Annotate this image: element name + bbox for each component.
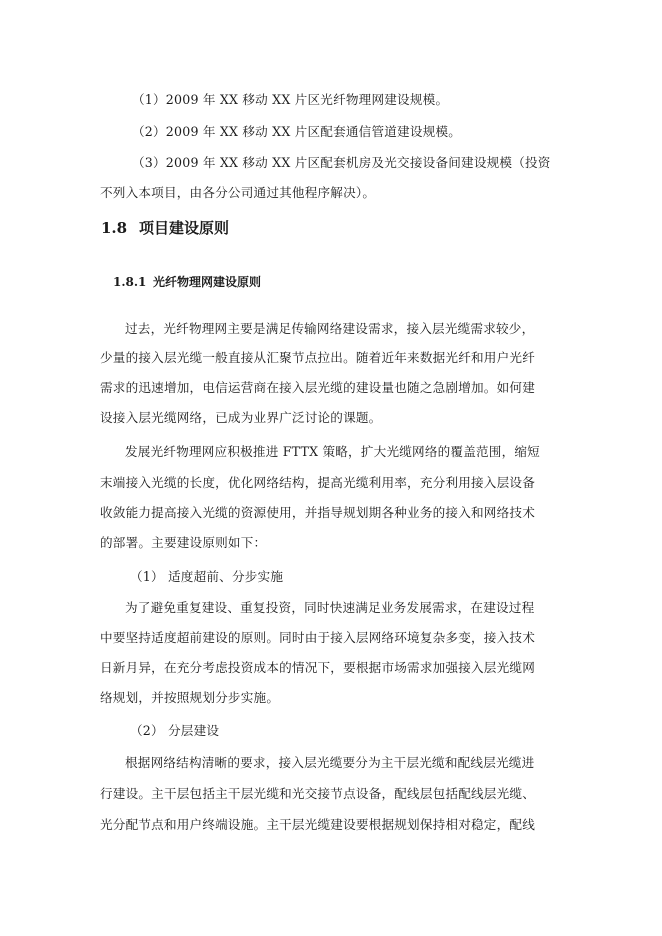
list-item-scale-fiber: （1）2009 年 XX 移动 XX 片区光纤物理网建设规模。 <box>132 92 449 107</box>
paragraph-line: 设接入层光缆网络，已成为业界广泛讨论的课题。 <box>100 410 382 425</box>
list-item-scale-duct: （2）2009 年 XX 移动 XX 片区配套通信管道建设规模。 <box>132 124 462 139</box>
paragraph-line: 行建设。主干层包括主干层光缆和光交接节点设备，配线层包括配线层光缆、 <box>100 786 535 801</box>
paragraph-line: 过去，光纤物理网主要是满足传输网络建设需求，接入层光缆需求较少， <box>125 321 535 336</box>
paragraph-line: 末端接入光缆的长度，优化网络结构，提高光缆利用率，充分利用接入层设备 <box>100 475 535 490</box>
principle-heading-1: （1） 适度超前、分步实施 <box>130 569 284 584</box>
paragraph-line: 络规划，并按照规划分步实施。 <box>100 690 280 705</box>
paragraph-line: 日新月异，在充分考虑投资成本的情况下，要根据市场需求加强接入层光缆网 <box>100 660 535 675</box>
section-number: 1.8 <box>101 219 128 237</box>
subsection-number: 1.8.1 <box>113 275 147 289</box>
section-heading-1-8 <box>101 217 229 238</box>
paragraph-line: 少量的接入层光缆一般直接从汇聚节点拉出。随着近年来数据光纤和用户光纤 <box>100 350 535 365</box>
paragraph-line: 为了避免重复建设、重复投资，同时快速满足业务发展需求，在建设过程 <box>125 600 535 615</box>
paragraph-line: 需求的迅速增加，电信运营商在接入层光缆的建设量也随之急剧增加。如何建 <box>100 380 535 395</box>
paragraph-line: 光分配节点和用户终端设施。主干层光缆建设要根据规划保持相对稳定，配线 <box>100 817 535 832</box>
list-item-scale-room-cont: 不列入本项目，由各分公司通过其他程序解决）。 <box>100 185 376 200</box>
list-item-scale-room: （3）2009 年 XX 移动 XX 片区配套机房及光交接设备间建设规模（投资 <box>132 155 551 170</box>
subsection-heading-1-8-1 <box>113 273 261 290</box>
paragraph-line: 收敛能力提高接入光缆的资源使用，并指导规划期各种业务的接入和网络技术 <box>100 505 535 520</box>
paragraph-line: 发展光纤物理网应积极推进 FTTX 策略，扩大光缆网络的覆盖范围，缩短 <box>125 444 540 459</box>
paragraph-line: 根据网络结构清晰的要求，接入层光缆要分为主干层光缆和配线层光缆进 <box>125 755 535 770</box>
paragraph-line: 中要坚持适度超前建设的原则。同时由于接入层网络环境复杂多变，接入技术 <box>100 630 535 645</box>
principle-heading-2: （2） 分层建设 <box>130 723 220 738</box>
subsection-title: 光纤物理网建设原则 <box>153 275 262 289</box>
section-title: 项目建设原则 <box>139 219 230 237</box>
paragraph-line: 的部署。主要建设原则如下： <box>100 535 267 550</box>
